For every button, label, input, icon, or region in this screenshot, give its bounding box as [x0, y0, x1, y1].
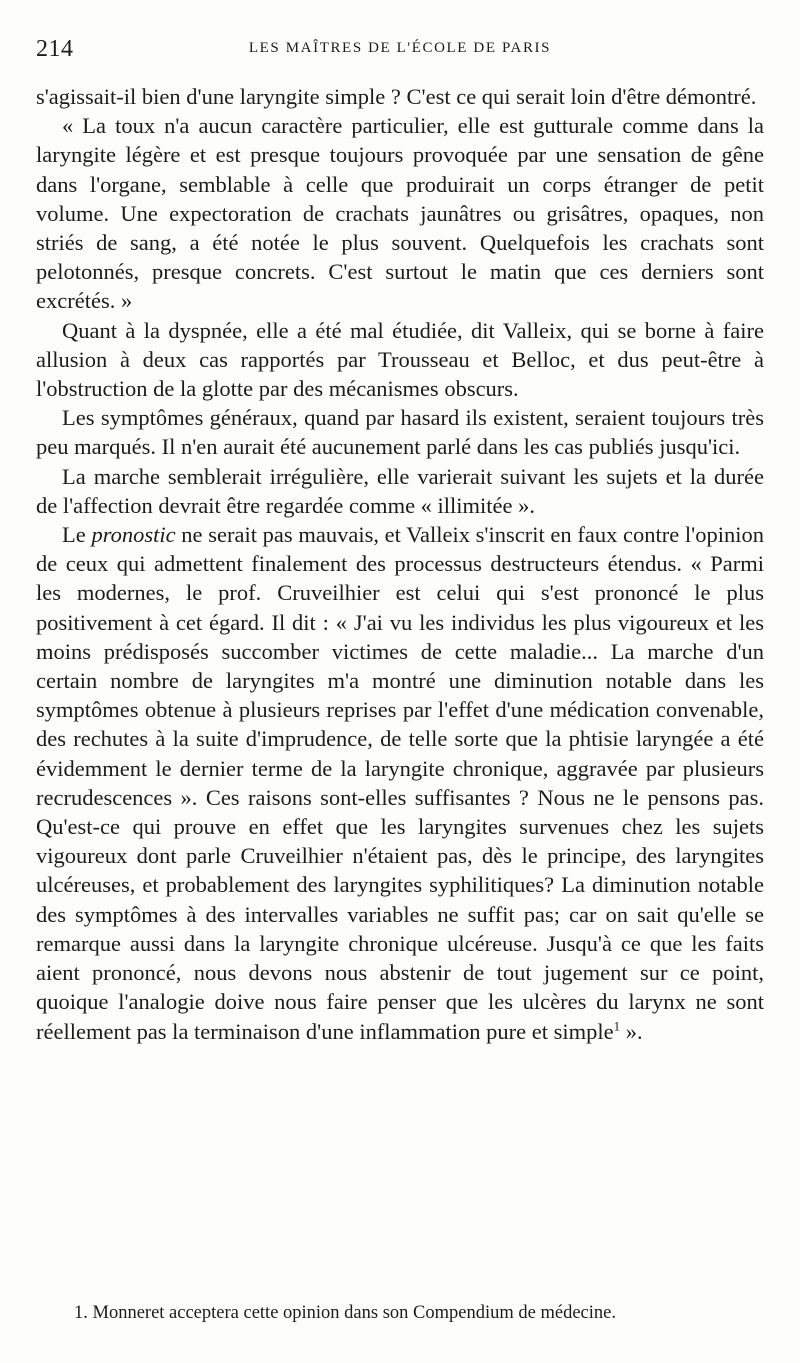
running-head — [36, 36, 764, 62]
paragraph-6-body: ne serait pas mauvais, et Valleix s'inscrit en faux contre l'opinion de ceux qui admettent finalement des processus destructeurs étendus. « Parmi les modernes, le prof. Cruveilhier est celui qui s'est prononcé le plus positivement à cet égard. Il dit : « J'ai vu les individus les plus vigoureux et les moins prédisposés succomber victimes de cette maladie... La marche d'un certain nombre de laryngites m'a montré une diminution notable dans les symptômes obtenue à plusieurs reprises par l'effet d'une médication convenable, des rechutes à la suite d'imprudence, de telle sorte que la phtisie laryngée a été évidemment le dernier terme de la laryngite chronique, aggravée par plusieurs recrudescences ». Ces raisons sont-elles suffisantes ? Nous ne le pensons pas. Qu'est-ce qui prouve en effet que les laryngites survenues chez les sujets vigoureux dont parle Cruveilhier n'étaient pas, dès le principe, des laryngites ulcéreuses, et probablement des laryngites syphilitiques? La diminution notable des symptômes à des intervalles variables ne suffit pas; car on sait qu'elle se remarque aussi dans la laryngite chronique ulcéreuse. Jusqu'à ce que les faits aient prononcé, nous devons nous abstenir de tout jugement sur ce point, quoique l'analogie doive nous faire penser que les ulcères du larynx ne sont réellement pas la terminaison d'une inflammation pure et simple — [36, 522, 764, 1044]
footnote: 1. Monneret acceptera cette opinion dans son Compendium de médecine. — [74, 1303, 616, 1323]
paragraph-4: Les symptômes généraux, quand par hasard ils existent, seraient toujours très peu marqués. Il n'en aurait été aucunement parlé dans les cas publiés jusqu'ici. — [36, 405, 764, 460]
paragraph-1: s'agissait-il bien d'une laryngite simple ? C'est ce qui serait loin d'être démontré. — [36, 84, 757, 109]
paragraph-2: « La toux n'a aucun caractère particulier, elle est gutturale comme dans la laryngite légère et est presque toujours provoquée par une sensation de gêne dans l'organe, semblable à celle que produirait un corps étranger de petit volume. Une expectoration de crachats jaunâtres ou grisâtres, opaques, non striés de sang, a été notée le plus souvent. Quelquefois les crachats sont pelotonnés, presque concrets. C'est surtout le matin que ces derniers sont excrétés. » — [36, 113, 764, 314]
paragraph-6-lead: Le — [62, 522, 92, 548]
paragraph-6-close: ». — [620, 1018, 643, 1044]
paragraph-5: La marche semblerait irrégulière, elle varierait suivant les sujets et la durée de l'affection devrait être regardée comme « illimitée ». — [36, 463, 764, 518]
paragraph-6 — [36, 520, 764, 1046]
body-text — [36, 82, 764, 1046]
page-number: 214 — [36, 36, 74, 62]
running-title: LES MAÎTRES DE L'ÉCOLE DE PARIS — [248, 40, 552, 56]
footnote-reference[interactable]: 1 — [613, 1018, 621, 1033]
paragraph-3: Quant à la dyspnée, elle a été mal étudiée, dit Valleix, qui se borne à faire allusion à deux cas rapportés par Trousseau et Belloc, et dus peut-être à l'obstruction de la glotte par des mécanismes obscurs. — [36, 317, 764, 402]
pronostic-italic: pronostic — [91, 522, 176, 548]
